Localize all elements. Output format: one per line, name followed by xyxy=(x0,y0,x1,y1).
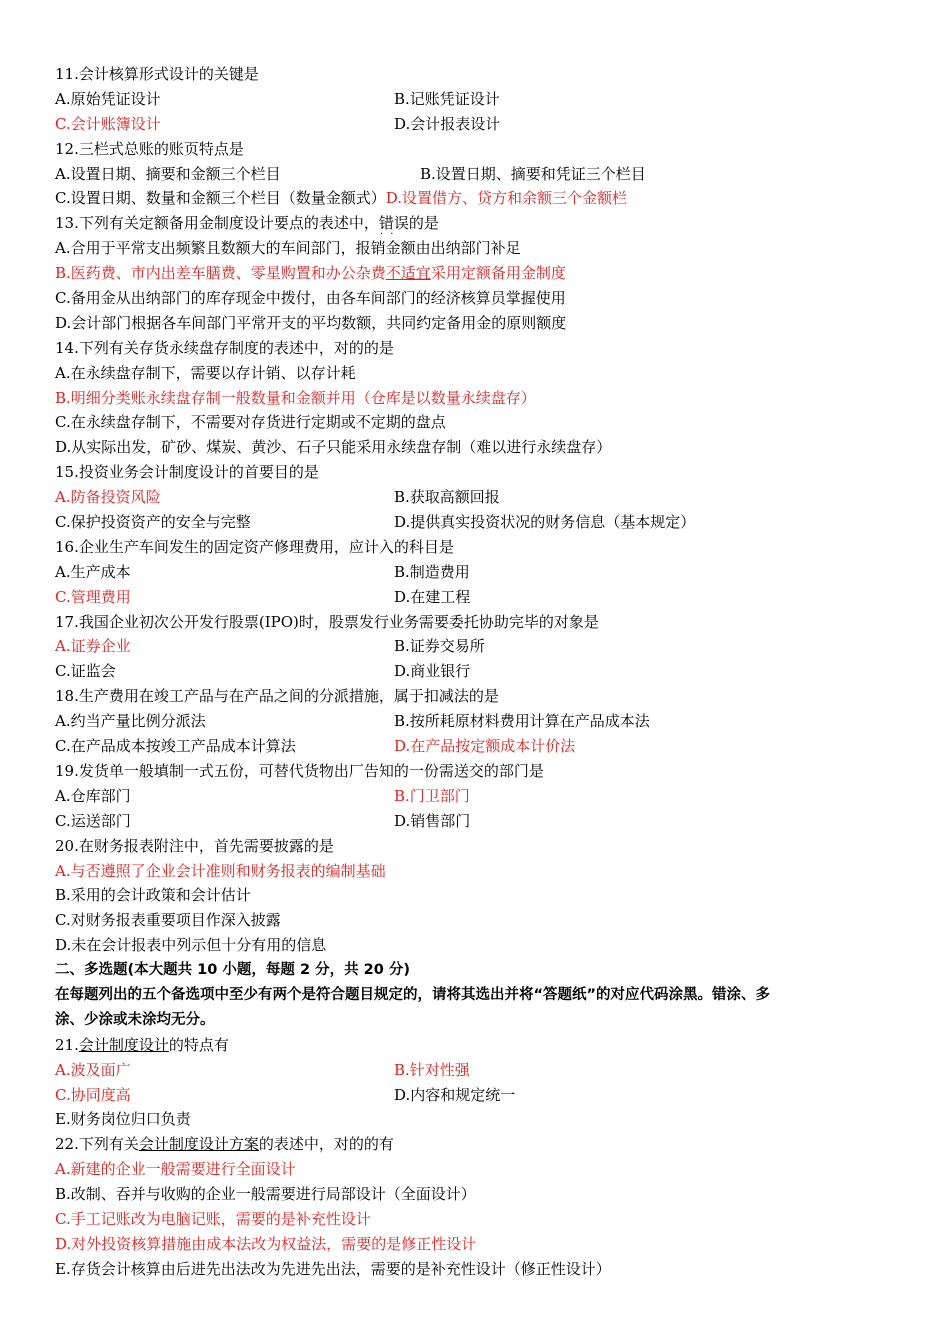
q16-option-c: C.管理费用 xyxy=(55,587,131,606)
q11-option-d: D.会计报表设计 xyxy=(394,114,501,133)
q13-stem xyxy=(55,211,905,236)
q22-stem xyxy=(55,1132,905,1157)
q21-options-ab xyxy=(55,1058,905,1083)
q17-option-c: C.证监会 xyxy=(55,662,116,681)
q22-option-e: E.存货会计核算由后进先出法改为先进先出法，需要的是补充性设计（修正性设计） xyxy=(55,1259,611,1278)
q11-options-cd xyxy=(55,112,905,137)
q14-option-b: B.明细分类账永续盘存制一般数量和金额并用（仓库是以数量永续盘存） xyxy=(55,388,536,407)
q21-option-e: E.财务岗位归口负责 xyxy=(55,1110,191,1129)
q17-option-a: A.证券企业 xyxy=(55,637,131,656)
q13-stem-pre: 13.下列有关定额备用金制度设计要点的表述中， xyxy=(55,214,379,233)
q13-stem-post: 的是 xyxy=(408,214,439,233)
q15-option-a: A.防备投资风险 xyxy=(55,488,161,507)
q19-option-d: D.销售部门 xyxy=(394,811,471,830)
q18-option-d: D.在产品按定额成本计价法 xyxy=(394,737,576,756)
q21-stem-underlined: 会计制度设计 xyxy=(78,1035,169,1054)
q21-option-c: C.协同度高 xyxy=(55,1085,131,1104)
q11-stem: 11.会计核算形式设计的关键是 xyxy=(55,65,259,83)
q16-stem: 16.企业生产车间发生的固定资产修理费用，应计入的科目是 xyxy=(55,537,454,556)
q19-option-c: C.运送部门 xyxy=(55,811,131,830)
q12-stem: 12.三栏式总账的账页特点是 xyxy=(55,139,244,158)
q15-stem: 15.投资业务会计制度设计的首要目的是 xyxy=(55,463,319,482)
q19-stem: 19.发货单一般填制一式五份，可替代货物出厂告知的一份需送交的部门是 xyxy=(55,761,544,780)
q13-stem-emphasis: 错误 · · xyxy=(379,214,409,232)
q18-options-ab xyxy=(55,709,905,734)
q12-options-ab xyxy=(55,162,905,187)
q16-option-d: D.在建工程 xyxy=(394,587,471,606)
q21-option-b: B.针对性强 xyxy=(394,1060,470,1079)
q12-option-c: C.设置日期、数量和金额三个栏目（数量金额式） xyxy=(55,189,386,208)
q19-options-ab xyxy=(55,784,905,809)
q16-options-cd xyxy=(55,585,905,610)
exam-page xyxy=(55,62,905,1282)
q11-option-b: B.记账凭证设计 xyxy=(394,89,500,108)
q20-option-d: D.未在会计报表中列示但十分有用的信息 xyxy=(55,936,327,955)
q18-option-b: B.按所耗原材料费用计算在产品成本法 xyxy=(394,712,650,731)
q19-option-a: A.仓库部门 xyxy=(55,786,131,805)
section2-instructions-line1: 在每题列出的五个备选项中至少有两个是符合题目规定的，请将其选出并将“答题纸”的对应代码涂黑。错涂、多 xyxy=(55,986,771,1003)
q17-stem: 17.我国企业初次公开发行股票(IPO)时，股票发行业务需要委托协助完毕的对象是 xyxy=(55,612,599,631)
q22-option-b: B.改制、吞并与收购的企业一般需要进行局部设计（全面设计） xyxy=(55,1185,476,1204)
q20-option-c: C.对财务报表重要项目作深入披露 xyxy=(55,911,281,930)
q15-option-d: D.提供真实投资状况的财务信息（基本规定） xyxy=(394,513,696,532)
q18-option-a: A.约当产量比例分派法 xyxy=(55,712,206,731)
q13-option-c: C.备用金从出纳部门的库存现金中拨付，由各车间部门的经济核算员掌握使用 xyxy=(55,289,566,308)
q11-options-ab xyxy=(55,87,905,112)
q22-stem-pre: 22.下列有关 xyxy=(55,1135,139,1154)
q18-options-cd xyxy=(55,734,905,759)
q21-option-a: A.波及面广 xyxy=(55,1060,131,1079)
q19-options-cd xyxy=(55,809,905,834)
section2-instructions-line2: 涂、少涂或未涂均无分。 xyxy=(55,1011,215,1028)
q12-option-b: B.设置日期、摘要和凭证三个栏目 xyxy=(420,164,646,183)
q22-stem-underlined: 会计制度设计方案 xyxy=(138,1135,259,1154)
q18-stem: 18.生产费用在竣工产品与在产品之间的分派措施，属于扣减法的是 xyxy=(55,687,499,706)
q14-option-d: D.从实际出发，矿砂、煤炭、黄沙、石子只能采用永续盘存制（难以进行永续盘存） xyxy=(55,438,612,457)
q22-option-d: D.对外投资核算措施由成本法改为权益法，需要的是修正性设计 xyxy=(55,1234,477,1253)
q15-options-cd xyxy=(55,510,905,535)
q17-options-ab xyxy=(55,634,905,659)
q11-option-a: A.原始凭证设计 xyxy=(55,89,161,108)
q14-stem: 14.下列有关存货永续盘存制度的表述中，对的的是 xyxy=(55,338,394,357)
q21-option-d: D.内容和规定统一 xyxy=(394,1085,516,1104)
q16-options-ab xyxy=(55,560,905,585)
q20-option-b: B.采用的会计政策和会计估计 xyxy=(55,886,251,905)
q11-option-c: C.会计账簿设计 xyxy=(55,114,161,133)
q21-stem-post: 的特点有 xyxy=(168,1035,229,1054)
q15-option-b: B.获取高额回报 xyxy=(394,488,500,507)
q16-option-b: B.制造费用 xyxy=(394,562,470,581)
q15-options-ab xyxy=(55,485,905,510)
q22-stem-post: 的表述中，对的的有 xyxy=(258,1135,394,1154)
q13-option-b-post: 采用定额备用金制度 xyxy=(430,264,566,283)
q16-option-a: A.生产成本 xyxy=(55,562,131,581)
q22-option-a: A.新建的企业一般需要进行全面设计 xyxy=(55,1160,296,1179)
q17-option-d: D.商业银行 xyxy=(394,662,471,681)
q21-stem-pre: 21. xyxy=(55,1035,79,1054)
q18-option-c: C.在产品成本按竣工产品成本计算法 xyxy=(55,737,296,756)
q12-options-cd xyxy=(55,186,905,211)
q21-stem xyxy=(55,1033,905,1058)
q20-stem: 20.在财务报表附注中，首先需要披露的是 xyxy=(55,836,334,855)
q21-options-cd xyxy=(55,1083,905,1108)
q14-option-a: A.在永续盘存制下，需要以存计销、以存计耗 xyxy=(55,363,356,382)
q20-option-a: A.与否遵照了企业会计准则和财务报表的编制基础 xyxy=(55,861,386,880)
q13-option-a: A.合用于平常支出频繁且数额大的车间部门，报销金额由出纳部门补足 xyxy=(55,239,521,258)
q12-option-d: D.设置借方、贷方和余额三个金额栏 xyxy=(385,189,627,208)
q14-option-c: C.在永续盘存制下，不需要对存货进行定期或不定期的盘点 xyxy=(55,413,446,432)
q17-option-b: B.证券交易所 xyxy=(394,637,485,656)
q13-option-b-pre: B.医药费、市内出差车膳费、零星购置和办公杂费 xyxy=(55,264,386,283)
q19-option-b: B.门卫部门 xyxy=(394,786,470,805)
q15-option-c: C.保护投资资产的安全与完整 xyxy=(55,513,251,532)
q17-options-cd xyxy=(55,659,905,684)
q13-option-b-underlined: 不适宜 xyxy=(385,264,431,283)
section2-title: 二、多选题(本大题共 10 小题，每题 2 分，共 20 分) xyxy=(55,962,410,979)
q22-option-c: C.手工记账改为电脑记账，需要的是补充性设计 xyxy=(55,1209,371,1228)
q13-option-d: D.会计部门根据各车间部门平常开支的平均数额，共同约定备用金的原则额度 xyxy=(55,313,567,332)
q13-option-b xyxy=(55,261,905,286)
q12-option-a: A.设置日期、摘要和金额三个栏目 xyxy=(55,164,281,183)
